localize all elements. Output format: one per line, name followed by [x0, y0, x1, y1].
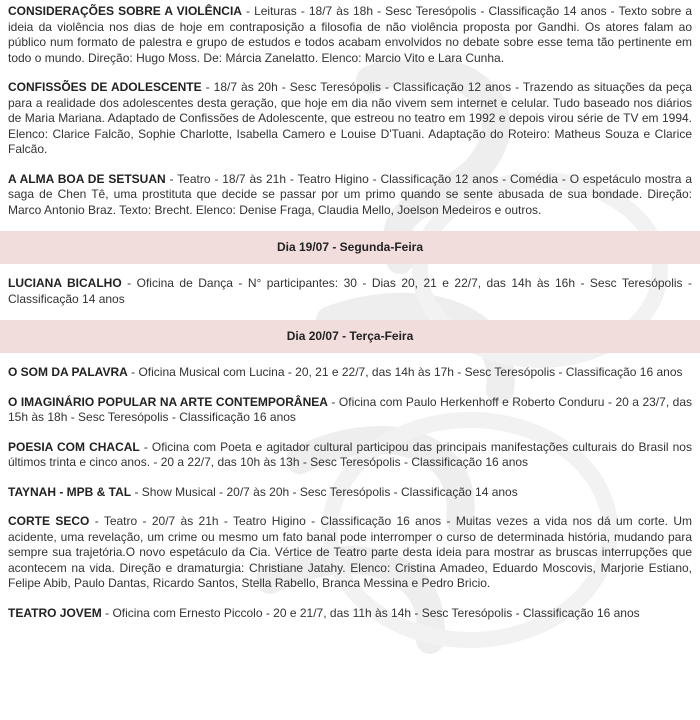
event-entry	[0, 0, 700, 71]
event-entry	[0, 361, 700, 386]
event-entry	[0, 602, 700, 627]
event-details: - Teatro - 20/7 às 21h - Teatro Higino - Classificação 16 anos - Muitas vezes a vida nos dá um corte. Um acidente, uma revelação, um crime ou mesmo um fato banal pode interromper o curso de determinada história, mudando para sempre sua trajetória.O novo espetáculo da Cia. Vértice de Teatro parte desta ideia para mostrar as bruscas interrupções que acontecem na vida. Direção e dramaturgia: Christiane Jatahy. Elenco: Cristina Amadeo, Eduardo Moscovis, Marjorie Estiano, Felipe Abib, Paulo Dantas, Ricardo Santos, Stella Rabello, Branca Messina e Pedro Bricio.	[8, 514, 693, 590]
event-title: TAYNAH - MPB & TAL	[8, 484, 132, 499]
event-entry	[0, 168, 700, 224]
event-title: CONSIDERAÇÕES SOBRE A VIOLÊNCIA	[8, 4, 242, 18]
event-details: - Oficina com Paulo Herkenhoff e Roberto Conduru - 20 a 23/7, das 15h às 18h - Sesc Teresópolis - Classificação 16 anos	[8, 394, 692, 424]
event-details: - Oficina Musical com Lucina - 20, 21 e 22/7, das 14h às 17h - Sesc Teresópolis - Classificação 16 anos	[127, 365, 683, 379]
event-title: O IMAGINÁRIO POPULAR NA ARTE CONTEMPORÂNEA	[8, 394, 328, 409]
event-entry	[0, 436, 700, 476]
event-details: - Teatro - 18/7 às 21h - Teatro Higino - Classificação 12 anos - Comédia - O espetáculo mostra a saga de Chen Tê, uma prostituta que decide se passar por um primo quando se sente abusada de sua bondade. Direção: Marco Antonio Braz. Texto: Brecht. Elenco: Denise Fraga, Claudia Mello, Joelson Medeiros e outros.	[8, 171, 692, 217]
event-entry	[0, 391, 700, 431]
event-details: - Oficina de Dança - N° participantes: 30 - Dias 20, 21 e 22/7, das 14h às 16h - Sesc Teresópolis - Classificação 14 anos	[8, 276, 692, 306]
event-title: O SOM DA PALAVRA	[8, 365, 128, 379]
event-details: - Show Musical - 20/7 às 20h - Sesc Teresópolis - Classificação 14 anos	[131, 484, 518, 499]
event-entry	[0, 76, 700, 163]
event-title: CORTE SECO	[8, 514, 90, 528]
event-entry	[0, 272, 700, 312]
event-title: CONFISSÕES DE ADOLESCENTE	[8, 80, 202, 94]
event-title: POESIA COM CHACAL	[8, 439, 140, 454]
day-header: Dia 20/07 - Terça-Feira	[0, 320, 700, 353]
event-details: - Leituras - 18/7 às 18h - Sesc Teresópolis - Classificação 14 anos - Texto sobre a ideia da violência nos dias de hoje em contraposição a filosofia de não violência proposta por Gandhi. Os atores falam ao público num formato de palestra e grupo de estudos e todos acabam envolvidos no debate sobre esse tema tão pertinente em todo o mundo. Direção: Hugo Moss. De: Márcia Zanelatto. Elenco: Marcio Vito e Lara Cunha.	[8, 4, 692, 65]
event-entry	[0, 510, 700, 597]
event-title: LUCIANA BICALHO	[8, 276, 122, 290]
event-title: A ALMA BOA DE SETSUAN	[8, 171, 166, 186]
event-details: - 18/7 às 20h - Sesc Teresópolis - Classificação 12 anos - Trazendo as situações da peça para a realidade dos adolescentes desta geração, que hoje em dia não vivem sem internet e celular. Tudo baseado nos diários de Maria Mariana. Adaptado de Confissões de Adolescente, que estreou no teatro em 1992 e depois virou série de TV em 1994. Elenco: Clarice Falcão, Sophie Charlotte, Isabella Camero e Louise D'Tuani. Adaptação do Roteiro: Matheus Souza e Clarice Falcão.	[8, 80, 692, 156]
event-details: - Oficina com Ernesto Piccolo - 20 e 21/7, das 11h às 14h - Sesc Teresópolis - Classificação 16 anos	[101, 605, 640, 620]
event-entry	[0, 481, 700, 506]
day-header: Dia 19/07 - Segunda-Feira	[0, 231, 700, 264]
event-details: - Oficina com Poeta e agitador cultural participou das principais manifestações culturais do Brasil nos últimos trinta e cinco anos. - 20 a 22/7, das 10h às 13h - Sesc Teresópolis - Classificação 16 anos	[8, 439, 692, 469]
event-title: TEATRO JOVEM	[8, 605, 102, 620]
